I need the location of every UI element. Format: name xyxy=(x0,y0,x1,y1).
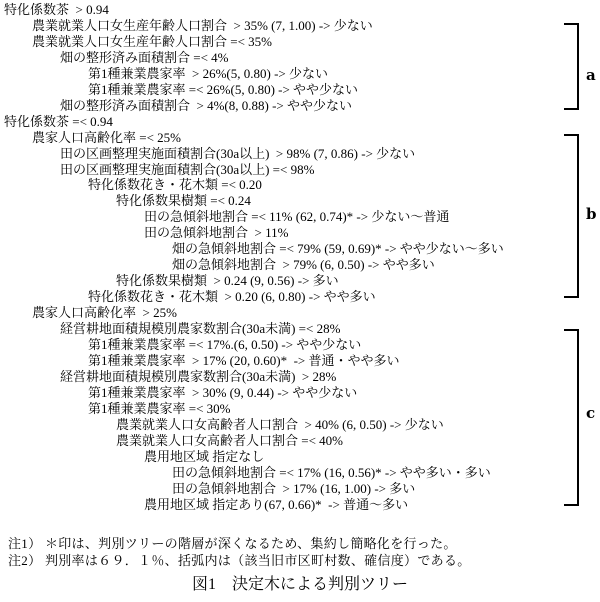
tree-line: 田の区画整理実施面積割合(30a以上) =< 98% xyxy=(60,161,315,177)
tree-line: 畑の整形済み面積割合 =< 4% xyxy=(60,49,229,65)
tree-line: 田の急傾斜地割合 =< 11% (62, 0.74)* -> 少ない～普通 xyxy=(144,209,450,225)
tree-line: 田の区画整理実施面積割合(30a以上) > 98% (7, 0.86) -> 少ない xyxy=(60,145,416,161)
tree-line: 農家人口高齢化率 > 25% xyxy=(32,305,177,321)
tree-line: 第1種兼業農家率 =< 26%(5, 0.80) -> やや少ない xyxy=(88,81,359,97)
tree-line: 畑の整形済み面積割合 > 4%(8, 0.88) -> やや少ない xyxy=(60,97,352,113)
tree-line: 第1種兼業農家率 > 26%(5, 0.80) -> 少ない xyxy=(88,65,328,81)
tree-line: 特化係数果樹類 > 0.24 (9, 0.56) -> 多い xyxy=(116,273,339,289)
tree-line: 農用地区域 指定あり(67, 0.66)* -> 普通～多い xyxy=(144,496,409,512)
tree-line: 特化係数茶 > 0.94 xyxy=(4,2,109,17)
tree-line: 畑の急傾斜地割合 > 79% (6, 0.50) -> やや多い xyxy=(172,257,435,273)
group-bracket-a xyxy=(564,23,579,110)
tree-line: 田の急傾斜地割合 =< 17% (16, 0.56)* -> やや多い・多い xyxy=(172,464,491,480)
note-1: 注1） ＊印は、判別ツリーの階層が深くなるため、集約し簡略化を行った。 xyxy=(8,536,457,551)
tree-line: 田の急傾斜地割合 > 11% xyxy=(144,225,289,241)
bracket-label-b: b xyxy=(586,205,597,223)
tree-line: 経営耕地面積規模別農家数割合(30a未満) =< 28% xyxy=(60,321,341,337)
tree-line: 特化係数果樹類 =< 0.24 xyxy=(116,193,251,209)
tree-line: 畑の急傾斜地割合 =< 79% (59, 0.69)* -> やや少ない～多い xyxy=(172,241,504,257)
tree-line: 特化係数茶 =< 0.94 xyxy=(4,113,113,129)
tree-line: 農業就業人口女高齢者人口割合 =< 40% xyxy=(116,432,343,448)
tree-line: 第1種兼業農家率 =< 30% xyxy=(88,400,231,416)
tree-line: 第1種兼業農家率 =< 17%.(6, 0.50) -> やや少ない xyxy=(88,337,362,353)
tree-line: 農業就業人口女生産年齢人口割合 =< 35% xyxy=(32,33,272,49)
bracket-label-a: a xyxy=(586,66,596,84)
figure-caption: 図1 決定木による判別ツリー xyxy=(191,576,408,593)
group-bracket-b xyxy=(564,134,579,298)
tree-line: 第1種兼業農家率 > 30% (9, 0.44) -> やや少ない xyxy=(88,384,358,400)
decision-tree xyxy=(0,2,560,513)
tree-line: 農業就業人口女高齢者人口割合 > 40% (6, 0.50) -> 少ない xyxy=(116,416,444,432)
group-bracket-c xyxy=(564,329,579,506)
tree-line: 田の急傾斜地割合 > 17% (16, 1.00) -> 多い xyxy=(172,480,416,496)
tree-line: 農用地区域 指定なし xyxy=(144,448,265,464)
tree-line: 特化係数花き・花木類 =< 0.20 xyxy=(88,177,262,193)
tree-line: 農業就業人口女生産年齢人口割合 > 35% (7, 1.00) -> 少ない xyxy=(32,17,373,33)
tree-line: 経営耕地面積規模別農家数割合(30a未満) > 28% xyxy=(60,368,337,384)
tree-line: 農家人口高齢化率 =< 25% xyxy=(32,129,181,145)
bracket-label-c: c xyxy=(586,404,596,422)
note-2: 注2） 判別率は６９．１％、括弧内は（該当旧市区町村数、確信度）である。 xyxy=(8,552,471,568)
tree-line: 第1種兼業農家率 > 17% (20, 0.60)* -> 普通・やや多い xyxy=(88,352,400,368)
figure-notes xyxy=(8,536,598,569)
tree-line: 特化係数花き・花木類 > 0.20 (6, 0.80) -> やや多い xyxy=(88,289,376,305)
